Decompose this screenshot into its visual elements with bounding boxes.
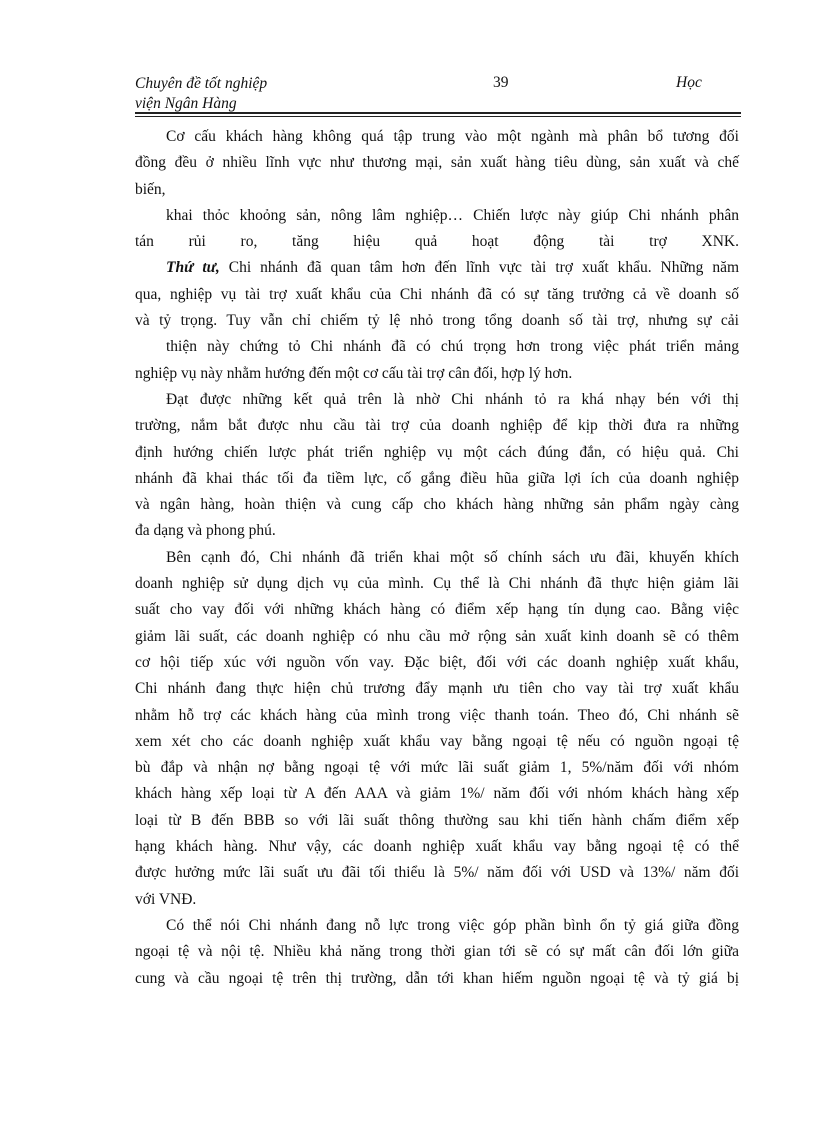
header-right: Học xyxy=(676,74,702,91)
page-number: 39 xyxy=(493,74,509,91)
text-line: trường, nắm bắt được nhu cầu tài trợ của doanh nghiệp để kịp thời đưa ra những xyxy=(135,417,739,435)
text-line: nhằm hỗ trợ các khách hàng của mình trong việc thanh toán. Theo đó, Chi nhánh sẽ xyxy=(135,706,739,724)
emphasis-label: Thứ tư, xyxy=(166,259,220,277)
text-line: khách hàng xếp loại từ A đến AAA và giảm 1%/ năm đối với nhóm khách hàng xếp xyxy=(135,785,739,803)
text-line: Cơ cấu khách hàng không quá tập trung vào một ngành mà phân bổ tương đối xyxy=(166,128,739,145)
text-line-emphasis xyxy=(135,255,739,281)
text-line: doanh nghiệp sử dụng dịch vụ của mình. Cụ thể là Chi nhánh đã thực hiện giảm lãi xyxy=(135,575,739,593)
text-line: nghiệp vụ này nhằm hướng đến một cơ cấu tài trợ cân đối, hợp lý hơn. xyxy=(135,364,573,382)
text-line: bù đắp và nhận nợ bằng ngoại tệ với mức lãi suất giảm 1, 5%/năm đối với nhóm xyxy=(135,759,739,777)
text-line: và tỷ trọng. Tuy vẫn chỉ chiếm tỷ lệ nhỏ trong tổng doanh số tài trợ, nhưng sự cải xyxy=(135,312,739,330)
text-line: đồng đều ở nhiều lĩnh vực như thương mại, sản xuất hàng tiêu dùng, sản xuất và chế xyxy=(135,154,739,172)
header-rule-thin xyxy=(135,116,741,117)
header-rule-thick xyxy=(135,112,741,114)
text-line: loại từ B đến BBB so với lãi suất thông thường sau khi tiến hành chấm điểm xếp xyxy=(135,811,739,829)
text-line: biến, xyxy=(135,180,166,198)
body-text xyxy=(135,124,739,992)
text-line: nhánh đã khai thác tối đa tiềm lực, cố gắng điều hũa giữa lợi ích của doanh nghiệp xyxy=(135,469,739,487)
text-line: suất cho vay đối với những khách hàng có điểm xếp hạng tín dụng cao. Bằng việc xyxy=(135,601,739,619)
text-line: tán rủi ro, tăng hiệu quả hoạt động tài trợ XNK. xyxy=(135,233,739,251)
text-line: cơ hội tiếp xúc với nguồn vốn vay. Đặc biệt, đối với các doanh nghiệp xuất khẩu, xyxy=(135,653,739,671)
header-title xyxy=(135,74,267,114)
header-title-line2: viện Ngân Hàng xyxy=(135,95,237,112)
header-title-line1: Chuyên đề tốt nghiệp xyxy=(135,75,268,92)
text-line-rest: Chi nhánh đã quan tâm hơn đến lĩnh vực tài trợ xuất khẩu. Những năm xyxy=(228,259,740,277)
text-line: hạng khách hàng. Như vậy, các doanh nghiệp xuất khẩu vay bằng ngoại tệ có thể xyxy=(135,838,739,856)
text-line: Đạt được những kết quả trên là nhờ Chi nhánh tỏ ra khá nhạy bén với thị xyxy=(166,390,739,408)
text-line: thiện này chứng tỏ Chi nhánh đã có chú trọng hơn trong việc phát triển mảng xyxy=(166,338,739,356)
text-line: đa dạng và phong phú. xyxy=(135,522,276,540)
text-line: Chi nhánh đang thực hiện chủ trương đẩy mạnh ưu tiên cho vay tài trợ xuất khẩu xyxy=(135,680,739,698)
text-line: cung và cầu ngoại tệ trên thị trường, dẫn tới khan hiếm nguồn ngoại tệ và tỷ giá bị xyxy=(135,969,739,987)
text-line: Bên cạnh đó, Chi nhánh đã triển khai một số chính sách ưu đãi, khuyến khích xyxy=(166,548,739,566)
text-line: ngoại tệ và nội tệ. Nhiều khả năng trong thời gian tới sẽ có sự mất cân đối lớn giữa xyxy=(135,943,739,961)
text-line: định hướng chiến lược phát triển nghiệp vụ một cách đúng đắn, có hiệu quả. Chi xyxy=(135,443,739,461)
text-line: và ngân hàng, hoàn thiện và cung cấp cho khách hàng những sản phẩm ngày càng xyxy=(135,496,739,514)
text-line: với VNĐ. xyxy=(135,890,197,908)
text-line: giảm lãi suất, các doanh nghiệp có nhu cầu mở rộng sản xuất kinh doanh sẽ có thêm xyxy=(135,627,739,645)
text-line: khai thỏc khoỏng sản, nông lâm nghiệp… Chiến lược này giúp Chi nhánh phân xyxy=(166,206,739,224)
text-line: Có thể nói Chi nhánh đang nỗ lực trong việc góp phần bình ổn tỷ giá giữa đồng xyxy=(166,916,739,934)
text-line: xem xét cho các doanh nghiệp xuất khẩu vay bằng ngoại tệ nếu có nguồn ngoại tệ xyxy=(135,732,739,750)
text-line: được hưởng mức lãi suất ưu đãi tối thiểu là 5%/ năm đối với USD và 13%/ năm đối xyxy=(135,864,739,882)
text-line: qua, nghiệp vụ tài trợ xuất khẩu của Chi nhánh đã có sự tăng trưởng cả về doanh số xyxy=(135,285,739,303)
